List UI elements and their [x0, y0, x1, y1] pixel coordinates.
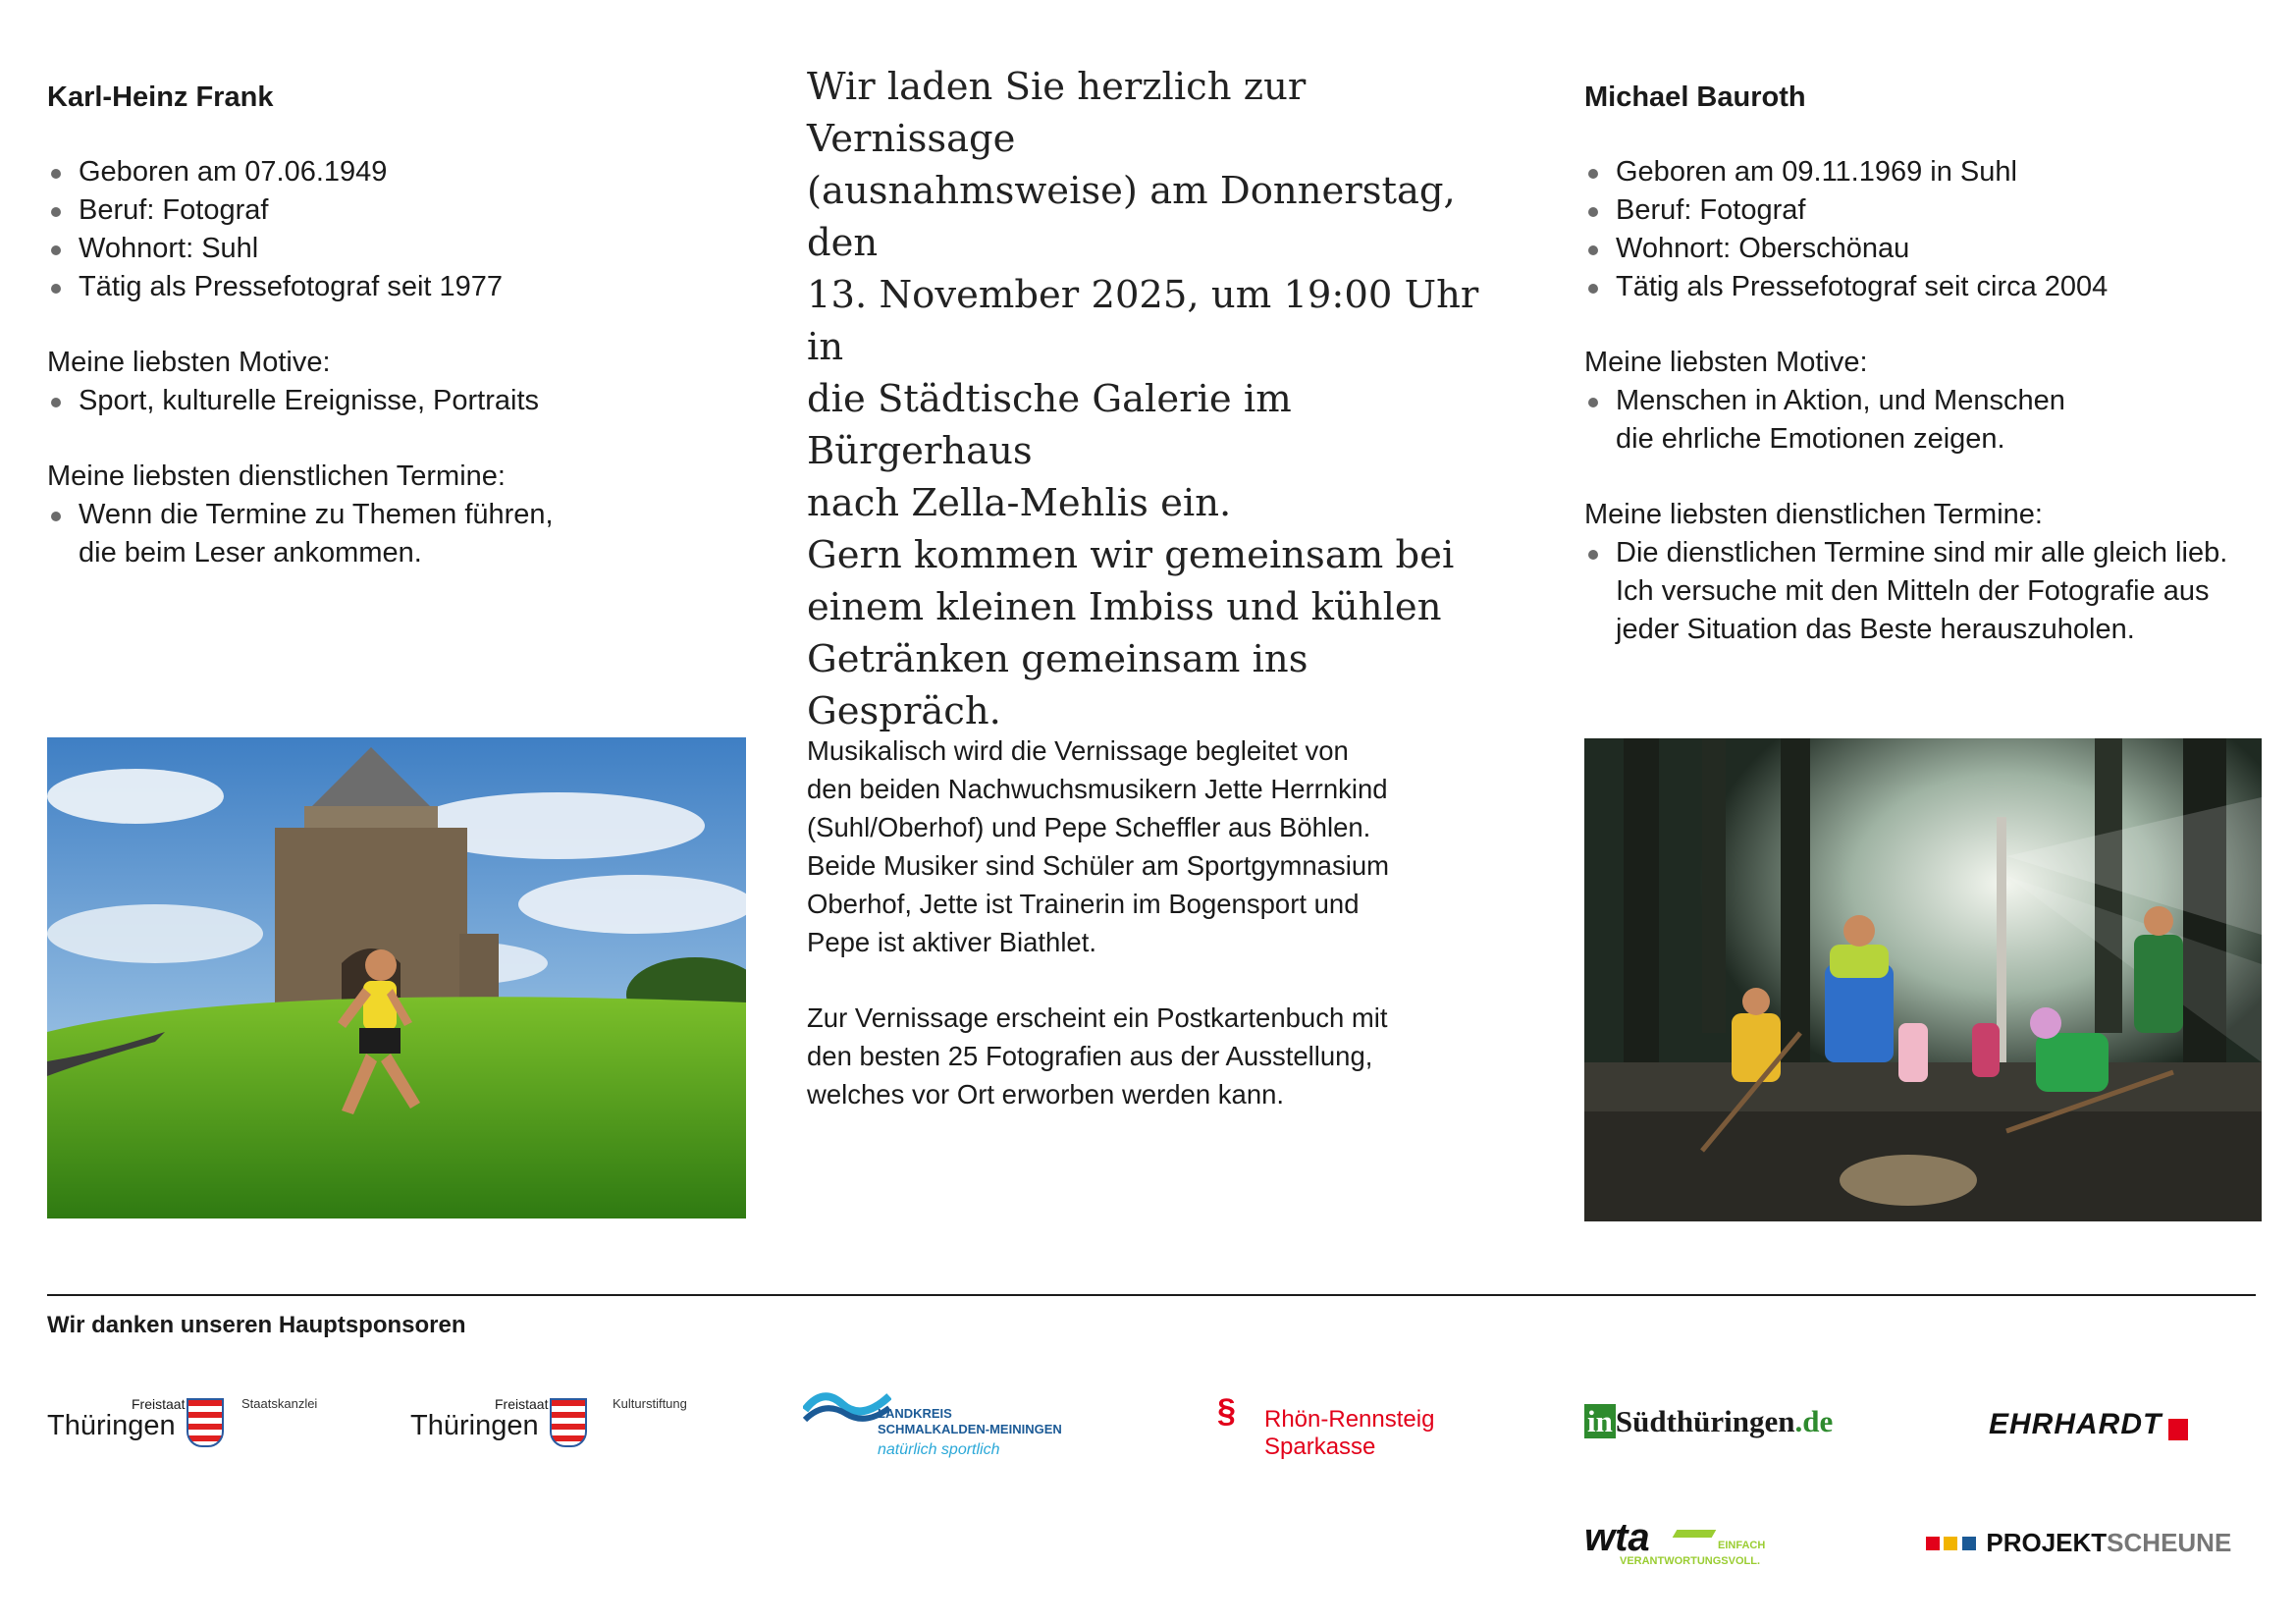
list-item: Geboren am 09.11.1969 in Suhl — [1584, 153, 2271, 191]
logo-landkreis-slogan: natürlich sportlich — [878, 1441, 1000, 1458]
list-item: Sport, kulturelle Ereignisse, Portraits — [47, 382, 754, 420]
list-item: Geboren am 07.06.1949 — [47, 153, 754, 191]
logo-wta-slogan1: EINFACH — [1718, 1540, 1766, 1551]
logo-wta-text: wta — [1584, 1516, 1650, 1559]
line: einem kleinen Imbiss und kühlen — [807, 585, 1442, 629]
logo-staatskanzlei: Staatskanzlei — [241, 1396, 318, 1411]
facts-list — [1584, 153, 2271, 306]
photographer-left — [47, 81, 754, 572]
line: Musikalisch wird die Vernissage begleitet von — [807, 735, 1349, 766]
logo-thueringen: Thüringen — [410, 1410, 539, 1441]
line: die ehrliche Emotionen zeigen. — [1616, 423, 2005, 455]
line: (ausnahmsweise) am Donnerstag, den — [807, 169, 1456, 265]
logo-sparkasse — [1217, 1392, 1472, 1460]
line: Die dienstlichen Termine sind mir alle gleich lieb. — [1616, 537, 2228, 568]
motive-list — [47, 382, 754, 420]
line: nach Zella-Mehlis ein. — [807, 481, 1232, 525]
list-item — [1584, 382, 2271, 459]
line: Wir laden Sie herzlich zur Vernissage — [807, 65, 1307, 161]
music-paragraph — [807, 731, 1514, 961]
invitation-lead — [807, 61, 1514, 737]
termine-list — [47, 496, 754, 572]
line: welches vor Ort erworben werden kann. — [807, 1079, 1285, 1110]
list-item: Beruf: Fotograf — [1584, 191, 2271, 230]
ehrhardt-mark-icon — [2168, 1419, 2188, 1440]
logo-wta-swoosh — [1673, 1530, 1717, 1538]
logo-ehrhardt-text: EHRHARDT — [1989, 1408, 2163, 1440]
photographer-name: Karl-Heinz Frank — [47, 81, 274, 113]
photographer-name: Michael Bauroth — [1584, 81, 1806, 113]
line: den besten 25 Fotografien aus der Ausstellung, — [807, 1041, 1373, 1071]
invitation — [807, 61, 1514, 737]
logo-projektscheune — [1926, 1528, 2264, 1561]
coat-of-arms-icon — [187, 1398, 224, 1447]
music-note — [807, 731, 1514, 1113]
line: Pepe ist aktiver Biathlet. — [807, 927, 1097, 957]
motive-list — [1584, 382, 2271, 459]
line: jeder Situation das Beste herauszuholen. — [1616, 614, 2135, 645]
logo-wta — [1584, 1518, 1800, 1573]
logo-landkreis-label: LANDKREIS — [878, 1406, 952, 1421]
termine-list — [1584, 534, 2271, 649]
logo-landkreis — [803, 1382, 1097, 1461]
book-paragraph — [807, 999, 1514, 1113]
line: Gespräch. — [807, 689, 1001, 733]
line: Wenn die Termine zu Themen führen, — [79, 499, 554, 530]
logo-wta-slogan2: VERANTWORTUNGSVOLL. — [1620, 1555, 1760, 1567]
list-item — [1584, 534, 2271, 649]
line: Ich versuche mit den Mitteln der Fotografie aus — [1616, 575, 2210, 607]
list-item: Wohnort: Oberschönau — [1584, 230, 2271, 268]
logo-landkreis-name: SCHMALKALDEN-MEININGEN — [878, 1422, 1062, 1436]
line: Getränken gemeinsam ins — [807, 637, 1308, 681]
logo-freistaat: Freistaat — [132, 1396, 186, 1412]
motive-heading: Meine liebsten Motive: — [47, 347, 331, 378]
photographer-right — [1584, 81, 2271, 649]
list-item: Tätig als Pressefotograf seit 1977 — [47, 268, 754, 306]
logo-thueringen-kulturstiftung — [410, 1392, 705, 1451]
coat-of-arms-icon — [550, 1398, 587, 1447]
line: Menschen in Aktion, und Menschen — [1616, 385, 2065, 416]
termine-heading: Meine liebsten dienstlichen Termine: — [1584, 499, 2043, 530]
logo-insued-tld: .de — [1794, 1404, 1834, 1438]
line: Gern kommen wir gemeinsam bei — [807, 533, 1455, 577]
logo-insued-main: Südthüringen — [1615, 1404, 1795, 1438]
photo-tower-runner — [47, 737, 746, 1218]
divider — [47, 1294, 2256, 1296]
facts-list — [47, 153, 754, 306]
list-item — [47, 496, 754, 572]
line: (Suhl/Oberhof) und Pepe Scheffler aus Böhlen. — [807, 812, 1371, 842]
line: den beiden Nachwuchsmusikern Jette Herrnkind — [807, 774, 1388, 804]
logo-projekt-a: PROJEKT — [1986, 1528, 2108, 1557]
line: die beim Leser ankommen. — [79, 537, 422, 568]
list-item: Wohnort: Suhl — [47, 230, 754, 268]
logo-freistaat: Freistaat — [495, 1396, 549, 1412]
line: Oberhof, Jette ist Trainerin im Bogensport und — [807, 889, 1360, 919]
logo-thueringen: Thüringen — [47, 1410, 176, 1441]
photo-forest-planting — [1584, 738, 2262, 1221]
logo-insuedthueringen — [1584, 1404, 1898, 1447]
projekt-square-icon — [1926, 1537, 1940, 1550]
termine-heading: Meine liebsten dienstlichen Termine: — [47, 460, 506, 492]
projekt-square-icon — [1962, 1537, 1976, 1550]
projekt-square-icon — [1944, 1537, 1957, 1550]
sponsor-title: Wir danken unseren Hauptsponsoren — [47, 1312, 466, 1338]
list-item: Beruf: Fotograf — [47, 191, 754, 230]
line: die Städtische Galerie im Bürgerhaus — [807, 377, 1292, 473]
logo-projekt-b: SCHEUNE — [2107, 1528, 2232, 1557]
list-item: Tätig als Pressefotograf seit circa 2004 — [1584, 268, 2271, 306]
line: Beide Musiker sind Schüler am Sportgymnasium — [807, 850, 1390, 881]
line: Zur Vernissage erscheint ein Postkartenbuch mit — [807, 1002, 1388, 1033]
motive-heading: Meine liebsten Motive: — [1584, 347, 1868, 378]
logo-kulturstiftung: Kulturstiftung — [613, 1396, 687, 1411]
logo-thueringen-staatskanzlei — [47, 1392, 342, 1451]
line: 13. November 2025, um 19:00 Uhr in — [807, 273, 1479, 369]
logo-sparkasse-name: Rhön-Rennsteig — [1264, 1406, 1435, 1433]
logo-insued-in: in — [1584, 1404, 1616, 1438]
sparkasse-icon: § — [1217, 1392, 1236, 1430]
logo-ehrhardt — [1989, 1408, 2264, 1443]
logo-sparkasse-sub: Sparkasse — [1264, 1434, 1376, 1460]
